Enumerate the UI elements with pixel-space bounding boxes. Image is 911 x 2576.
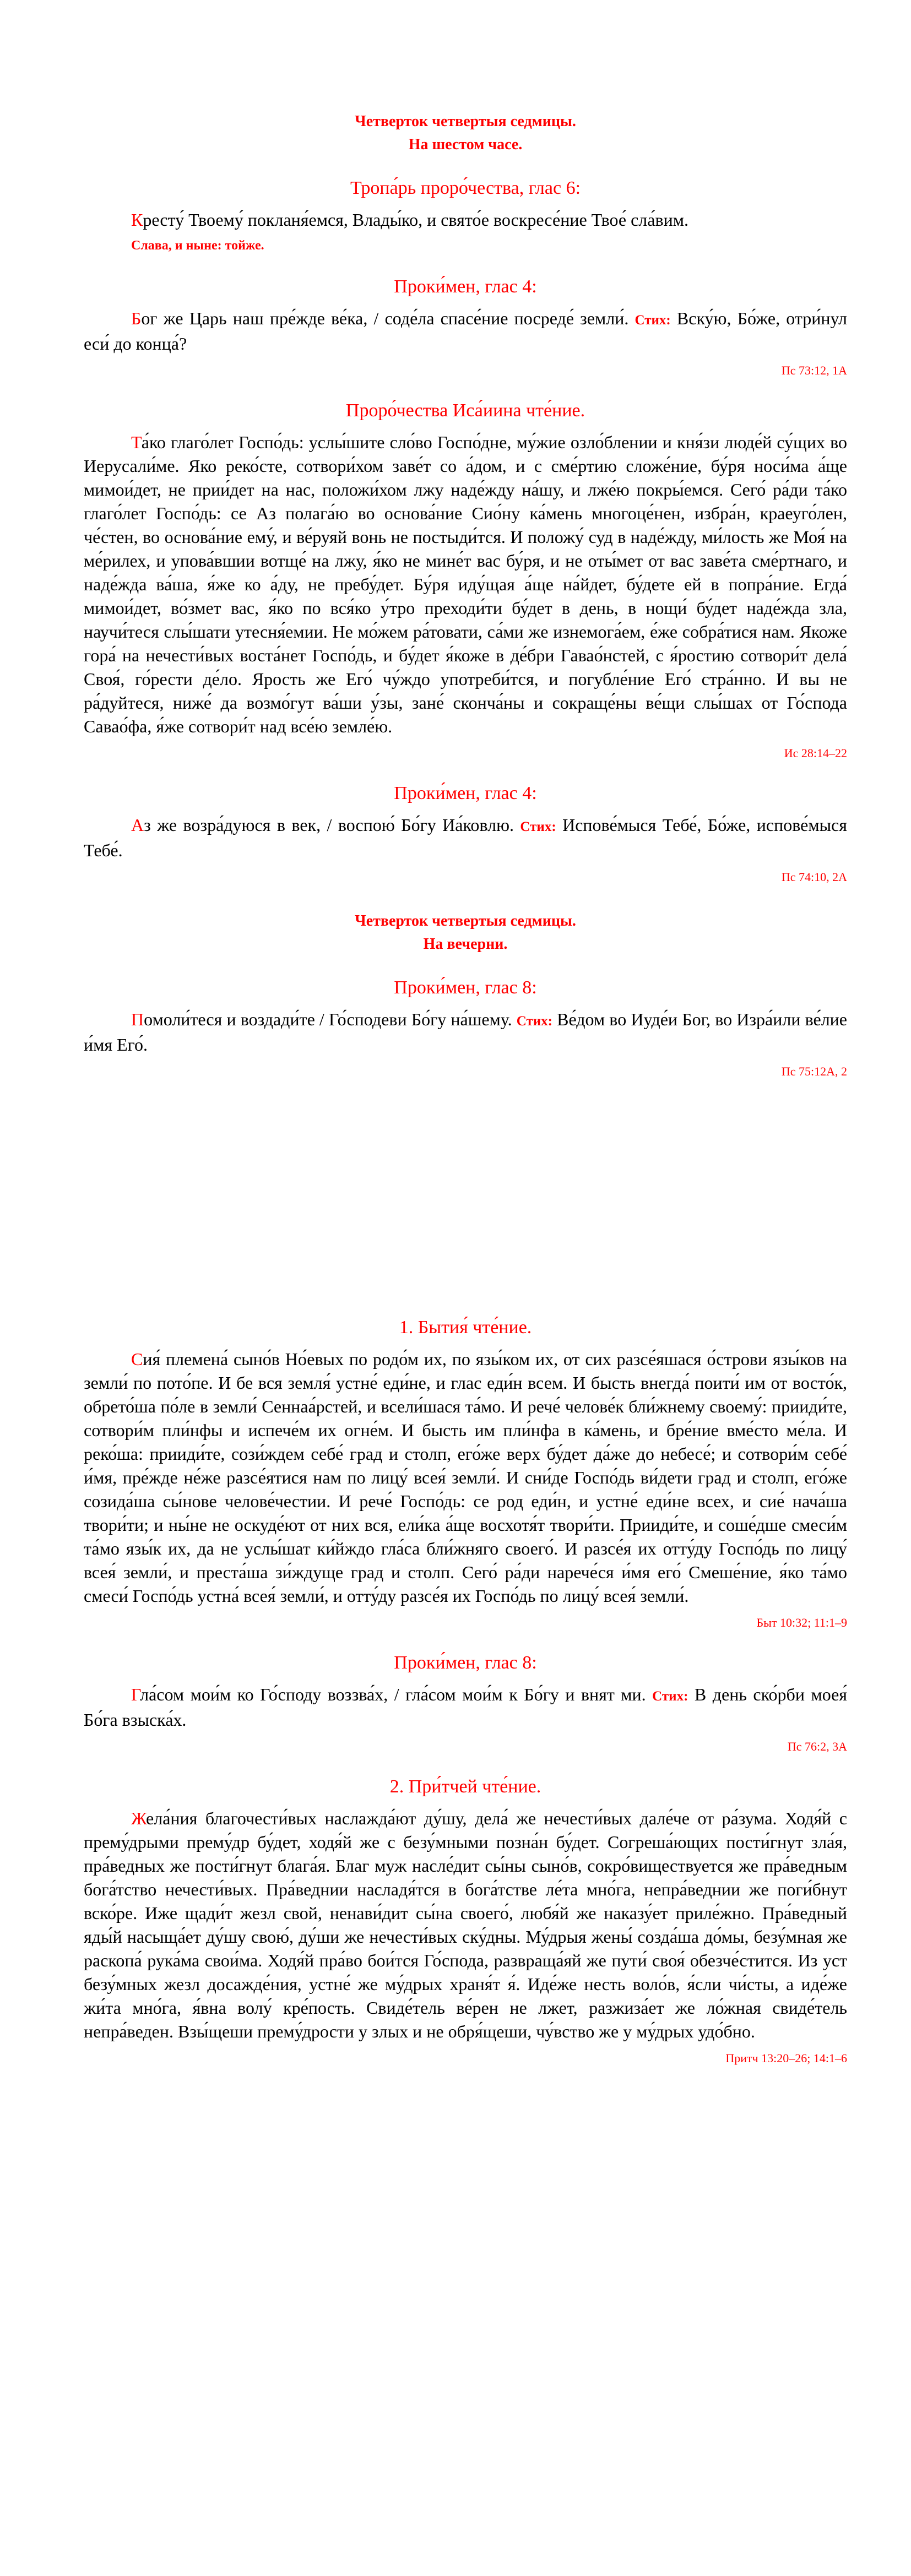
feast-day-title <box>84 910 847 956</box>
verse-label: Стих: <box>635 313 671 328</box>
drop-initial: Т <box>131 432 142 452</box>
body-text: Вску́ю, Бо́же, отри́нул еси́ до конца́? <box>84 308 848 354</box>
verse-label: Стих: <box>516 1014 552 1029</box>
body-text: ия́ племена́ сыно́в Но́евых по родо́м их, по язы́ком их, от сих разсе́яшася о́строви язы́ков на земли́ по пото́пе. И бе вся земля́ устне́ еди́не, и глас еди́н всем. И бысть внегда́ поити́ им от восто́к, обрето́ша по́ле в земли́ Сеннаа́рстей, и всели́шася та́мо. И рече́ челове́к бли́жнему своему́: прииди́те, сотвори́м пли́нфы и испече́м их огне́м. И бысть им пли́нфа в ка́мень, и бре́ние вме́сто ме́ла. И реко́ша: прииди́те, сози́ждем себе́ град и столп, его́же верх бу́дет да́же до небесе́; и сотвори́м себе́ и́мя, пре́жде не́же разсе́ятися нам по лицу́ всея́ земли́. И сни́де Госпо́дь ви́дети град и столп, его́же созида́ша сы́нове челове́честии. И рече́ Госпо́дь: се род еди́н, и устне́ еди́не всех, и сие́ нача́ша твори́ти; и ны́не не оскуде́ют от них вся, ели́ка а́ще восхотя́т твори́ти. Прииди́те, и соше́дше смеси́м та́мо язы́к их, да не услы́шат ки́йждо гла́са бли́жняго своего́. И разсе́я их отту́ду Госпо́дь по лицу́ всея́ земли́, и преста́ша зи́ждуще град и столп. Сего́ ра́ди нарече́ся и́мя его́ Смеше́ние, я́ко та́мо смеси́ Госпо́дь устна́ всея́ земли́, и отту́ду разсе́я их Госпо́дь по лицу́ всея́ земли́. <box>84 1349 847 1606</box>
body-text: Испове́мыся Тебе́, Бо́же, испове́мыся Тебе́. <box>84 815 848 860</box>
body-text: а́ко глаго́лет Госпо́дь: услы́шите сло́во Госпо́дне, му́жие озло́блении и кня́зи люде́й су́щих во Иерусали́ме. Яко реко́сте, сотвори́хом заве́т со а́дом, и с сме́ртию сложе́ние, бу́ря носи́ма а́ще мимои́дет, не прии́дет на нас, положи́хом лжу наде́жду на́шу, и лже́ю покры́емся. Сего́ ра́ди та́ко глаго́лет Госпо́дь: се Аз полага́ю во основа́ние Сио́ну ка́мень многоце́нен, избра́н, краеуго́лен, че́стен, во основа́ние ему́, и ве́руяй вонь не постыди́тся. И положу́ суд в наде́жду, ми́лость же Моя́ на ме́рилех, и упова́вшии вотще́ на лжу, я́ко не мине́т вас бу́ря, и не оты́мет от вас заве́та сме́ртнаго, и наде́жда ва́ша, я́же ко а́ду, не пребу́дет. Бу́ря иду́щая а́ще на́йдет, бу́дете ей в попра́ние. Егда́ мимои́дет, во́змет вас, я́ко по вся́ко у́тро преходи́ти бу́дет в день, в нощи́ бу́дет наде́жда зла, научи́теся слы́шати утесня́емии. Не мо́жем ра́товати, са́ми же изнемога́ем, е́же собра́тися нам. Якоже гора́ на нечести́вых воста́нет Госпо́дь, и бу́дет я́коже в де́бри Гавао́нстей, с я́ростию сотвори́т дела́ Своя́, го́рести де́ло. Ярость же Его́ чу́ждо употреби́тся, и погубле́ние Его́ стра́нно. И вы не ра́дуйтеся, ниже́ да возмо́гут ва́ши у́зы, зане́ сконча́ны и сокраще́ны ве́щи слы́шах от Го́спода Савао́фа, я́же сотвори́т над все́ю земле́ю. <box>84 432 847 736</box>
body-text: омоли́теся и воздади́те / Го́сподеви Бо́гу на́шему. <box>144 1009 517 1029</box>
feast-day-title <box>84 110 847 156</box>
drop-initial: С <box>131 1349 143 1369</box>
section-heading: Тропа́рь проро́чества, глас 6: <box>350 178 581 198</box>
reading-paragraph <box>84 431 847 738</box>
feast-day-title-line: На шестом часе. <box>408 136 523 153</box>
scripture-reference: Притч 13:20–26; 14:1–6 <box>725 2051 847 2065</box>
section-heading: Проки́мен, глас 4: <box>394 276 537 297</box>
scripture-reference: Пс 75:12А, 2 <box>781 1064 847 1078</box>
body-text: Ве́дом во Иуде́и Бог, во Изра́или ве́лие и́мя Его́. <box>84 1009 848 1055</box>
rubric-note: Слава, и ныне: тойже. <box>131 238 264 253</box>
section-heading: 2. При́тчей чте́ние. <box>389 1776 541 1797</box>
reading-paragraph <box>84 1008 847 1057</box>
section-heading: 1. Бытия́ чте́ние. <box>399 1317 532 1338</box>
reading-paragraph <box>84 813 847 862</box>
section-heading: Проро́чества Иса́иина чте́ние. <box>345 400 585 421</box>
section-heading: Проки́мен, глас 4: <box>394 783 537 803</box>
body-text: ела́ния благочести́вых наслажда́ют ду́шу, дела́ же нечести́вых дале́че от ра́зума. Ходя́й с прему́дрыми прему́др бу́дет, ходя́й же с безу́мными позна́н бу́дет. Согреша́ющих пости́гнут зла́я, пра́ведных же пости́гнут блага́я. Благ муж насле́дит сы́ны сыно́в, сокро́виществуется же пра́ведным бога́тство нечести́вых. Пра́веднии насладя́тся в бога́тстве ле́та мно́га, непра́веднии же поги́бнут вско́ре. Иже щади́т жезл свой, ненави́дит сы́на своего́, любя́й же наказу́ет приле́жно. Пра́ведный яды́й насыща́ет ду́шу свою́, ду́ши же нечести́вых ску́дны. Му́дрыя жены́ созда́ша до́мы, безу́мная же раскопа́ рука́ма свои́ма. Ходя́й пра́во бои́тся Го́спода, развраща́яй же пути́ своя́ обезче́стится. Из уст безу́мных жезл досажде́ния, устне́ же му́дрых храня́т я́. Иде́же несть воло́в, я́сли чи́сты, а иде́же жи́та мно́га, я́вна волу́ кре́пость. Свиде́тель ве́рен не лжет, разжиза́ет же ло́жная свиде́тель непра́веден. Взы́щеши прему́дрости у злых и не обря́щеши, чу́вство же у му́дрых удо́бно. <box>84 1808 847 2041</box>
scripture-reference: Быт 10:32; 11:1–9 <box>756 1616 847 1629</box>
feast-day-title-line: Четверток четвертыя седмицы. <box>355 113 576 130</box>
reading-paragraph <box>84 1683 847 1732</box>
body-text: ресту́ Твоему́ покланя́емся, Влады́ко, и свято́е воскресе́ние Твое́ сла́вим. <box>143 210 688 230</box>
drop-initial: А <box>131 815 144 835</box>
drop-initial: Б <box>131 308 142 328</box>
scripture-reference: Пс 73:12, 1А <box>781 363 847 377</box>
drop-initial: Г <box>131 1684 140 1704</box>
feast-day-title-line: На вечерни. <box>423 936 508 953</box>
body-text: В день ско́рби моея́ Бо́га взыска́х. <box>84 1684 848 1730</box>
scripture-reference: Ис 28:14–22 <box>784 746 847 760</box>
reading-paragraph <box>84 1347 847 1608</box>
reading-paragraph <box>84 307 847 356</box>
body-text: ог же Царь наш пре́жде ве́ка, / соде́ла спасе́ние посреде́ земли́. <box>141 308 635 328</box>
verse-label: Стих: <box>652 1689 688 1704</box>
section-heading: Проки́мен, глас 8: <box>394 977 537 998</box>
drop-initial: П <box>131 1009 144 1029</box>
scripture-reference: Пс 76:2, 3А <box>787 1740 847 1753</box>
scripture-reference: Пс 74:10, 2А <box>781 870 847 884</box>
feast-day-title-line: Четверток четвертыя седмицы. <box>355 912 576 930</box>
section-heading: Проки́мен, глас 8: <box>394 1653 537 1673</box>
reading-paragraph <box>84 1807 847 2044</box>
drop-initial: К <box>131 210 143 230</box>
drop-initial: Ж <box>131 1808 147 1828</box>
verse-label: Стих: <box>520 819 556 834</box>
body-text: з же возра́дуюся в век, / воспою́ Бо́гу Иа́ковлю. <box>144 815 520 835</box>
reading-paragraph <box>84 208 847 232</box>
body-text: ла́сом мои́м ко Го́споду воззва́х, / гла́сом мои́м к Бо́гу и внят ми. <box>140 1684 653 1704</box>
